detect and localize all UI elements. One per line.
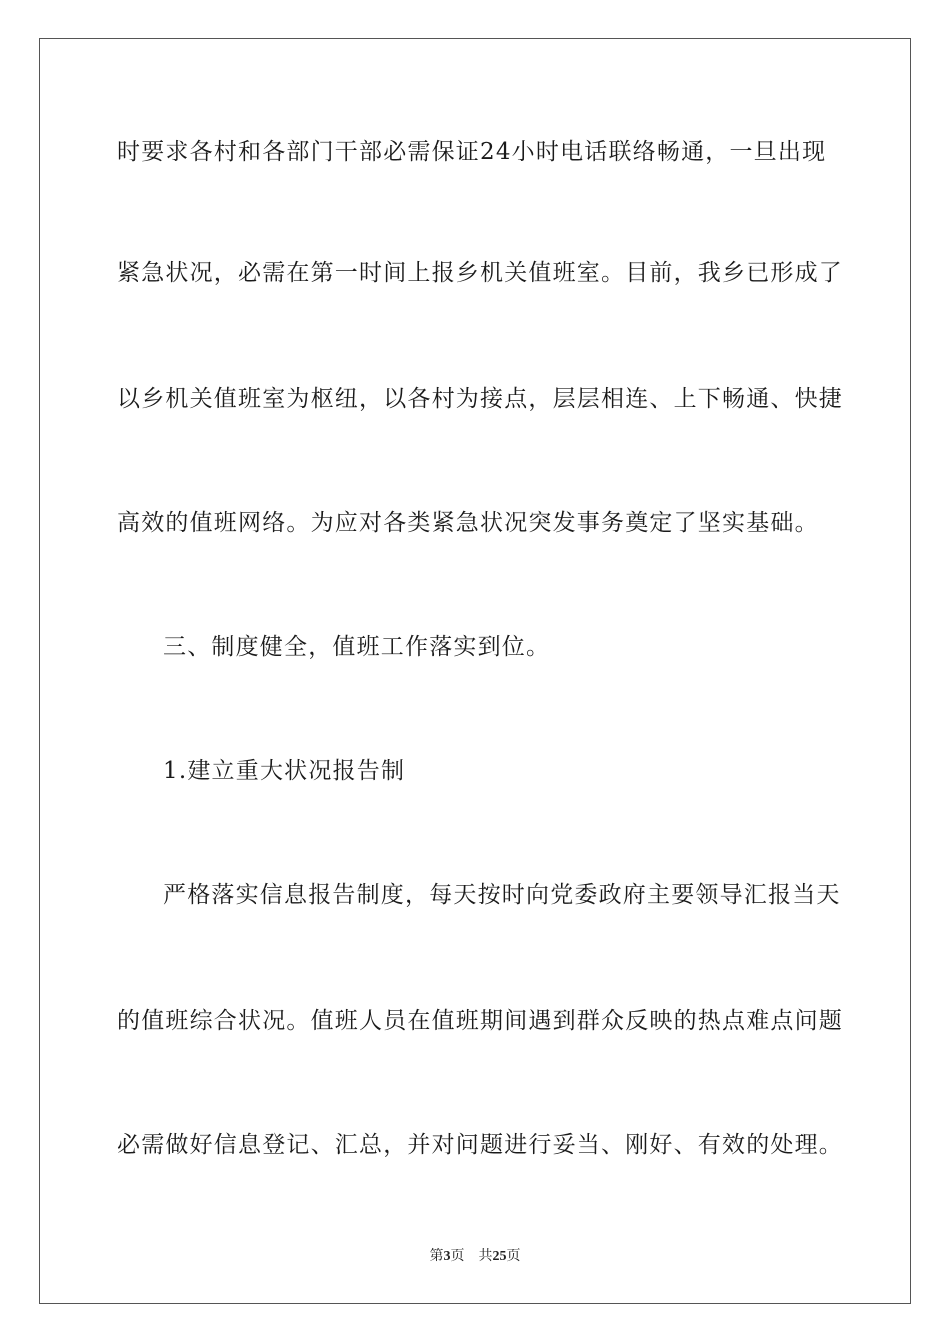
body-text-line: 时要求各村和各部门干部必需保证24小时电话联络畅通，一旦出现	[117, 139, 827, 165]
body-text-line: 的值班综合状况。值班人员在值班期间遇到群众反映的热点难点问题	[117, 1008, 843, 1034]
subsection-heading: 1.建立重大状况报告制	[163, 758, 406, 784]
page-border	[39, 38, 911, 1304]
page-footer	[0, 1247, 950, 1266]
page-number: 3	[443, 1249, 451, 1264]
body-text-line: 以乡机关值班室为枢纽，以各村为接点，层层相连、上下畅通、快捷	[117, 386, 843, 412]
page-suffix: 页	[450, 1248, 465, 1264]
body-text-line: 严格落实信息报告制度，每天按时向党委政府主要领导汇报当天	[163, 882, 841, 908]
total-suffix: 页	[506, 1248, 521, 1264]
total-prefix: 共	[478, 1248, 493, 1264]
body-text-line: 高效的值班网络。为应对各类紧急状况突发事务奠定了坚实基础。	[117, 510, 819, 536]
page-prefix: 第	[429, 1248, 444, 1264]
total-pages: 25	[492, 1249, 507, 1264]
body-text-line: 紧急状况，必需在第一时间上报乡机关值班室。目前，我乡已形成了	[117, 260, 843, 286]
body-text-line: 必需做好信息登记、汇总，并对问题进行妥当、刚好、有效的处理。	[117, 1132, 843, 1158]
section-heading: 三、制度健全，值班工作落实到位。	[163, 634, 551, 660]
